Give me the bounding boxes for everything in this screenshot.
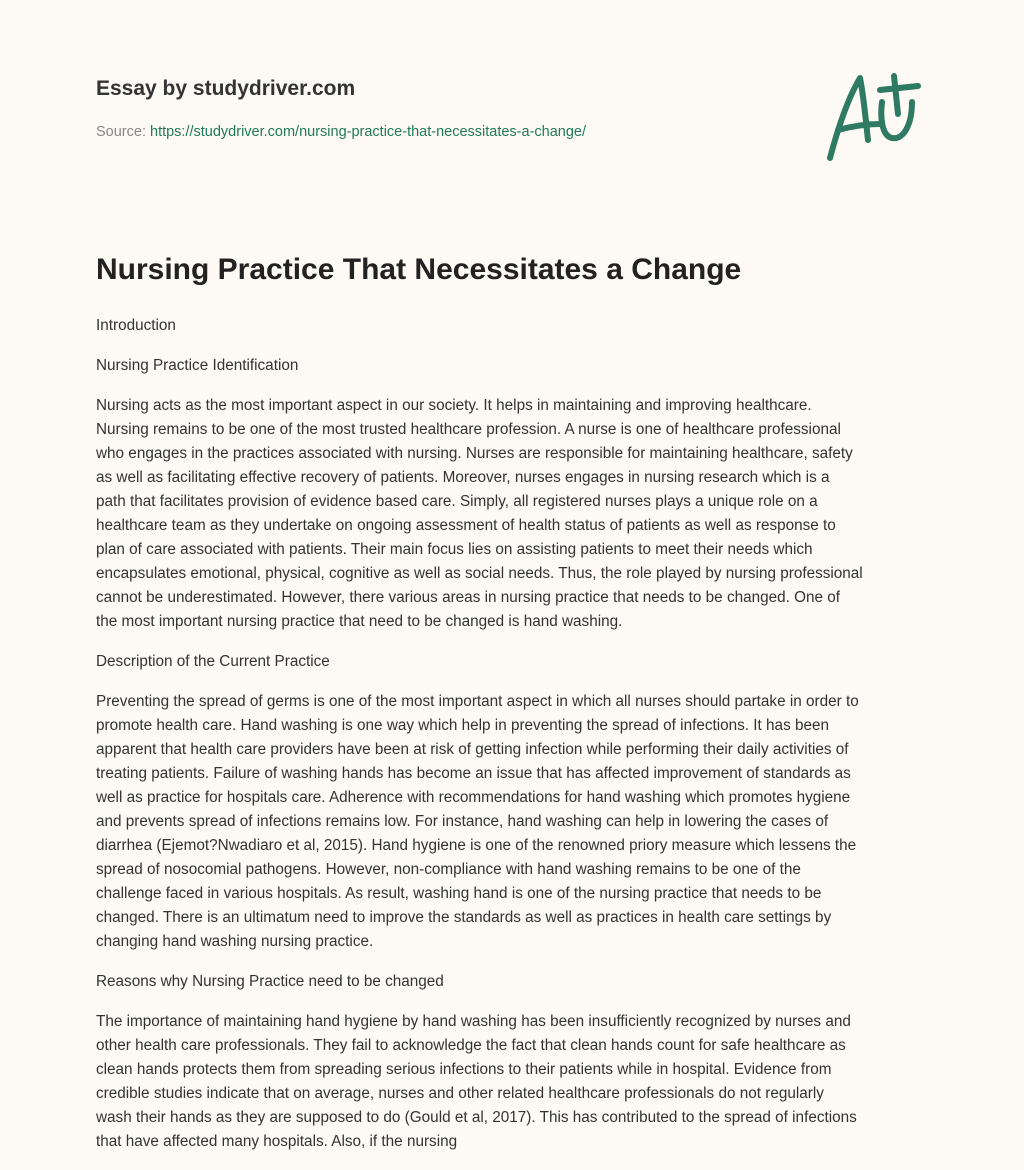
text-line: credible studies indicate that on average, nurses and other related healthcare professionals do not regularly <box>96 1085 824 1102</box>
text-line: Description of the Current Practice <box>96 653 330 670</box>
section-heading <box>96 314 946 338</box>
text-line: changing hand washing nursing practice. <box>96 933 374 950</box>
source-label: Source: <box>96 124 150 140</box>
text-line: who engages in the practices associated with nursing. Nurses are responsible for maintaining healthcare, safety <box>96 445 853 462</box>
section-heading <box>96 970 946 994</box>
text-line: treating patients. Failure of washing hands has become an issue that has affected improvement of standards as <box>96 765 851 782</box>
text-line: clean hands protects them from spreading serious infections to their patients while in hospital. Evidence from <box>96 1061 832 1078</box>
text-line: apparent that health care providers have been at risk of getting infection while performing their daily activities of <box>96 741 849 758</box>
text-line: Introduction <box>96 317 176 334</box>
source-link[interactable]: https://studydriver.com/nursing-practice-that-necessitates-a-change/ <box>150 124 587 140</box>
text-line: well as practice for hospitals care. Adherence with recommendations for hand washing which promotes hygiene <box>96 789 851 806</box>
source-line <box>96 124 586 140</box>
paragraph <box>96 1010 946 1154</box>
text-line: diarrhea (Ejemot?Nwadiaro et al, 2015). Hand hygiene is one of the renowned priory measure which lessens the <box>96 837 857 854</box>
text-line: as well as facilitating effective recovery of patients. Moreover, nurses engages in nursing research which is a <box>96 469 830 486</box>
text-line: cannot be underestimated. However, there various areas in nursing practice that needs to be changed. One of <box>96 589 841 606</box>
text-line: Preventing the spread of germs is one of the most important aspect in which all nurses should partake in order to <box>96 693 859 710</box>
paragraph <box>96 690 946 954</box>
text-line: path that facilitates provision of evidence based care. Simply, all registered nurses plays a unique role on a <box>96 493 818 510</box>
text-line: Reasons why Nursing Practice need to be changed <box>96 973 444 990</box>
paragraph <box>96 394 946 634</box>
text-line: the most important nursing practice that need to be changed is hand washing. <box>96 613 623 630</box>
site-brand: Essay by studydriver.com <box>96 77 356 100</box>
page-title: Nursing Practice That Necessitates a Change <box>96 253 742 286</box>
text-line: Nursing remains to be one of the most trusted healthcare profession. A nurse is one of healthcare professional <box>96 421 841 438</box>
text-line: encapsulates emotional, physical, cognitive as well as social needs. Thus, the role played by nursing professional <box>96 565 863 582</box>
section-heading <box>96 354 946 378</box>
a-plus-logo-icon <box>818 68 930 168</box>
section-heading <box>96 650 946 674</box>
text-line: changed. There is an ultimatum need to improve the standards as well as practices in health care settings by <box>96 909 832 926</box>
text-line: promote health care. Hand washing is one way which help in preventing the spread of infections. It has been <box>96 717 829 734</box>
essay-body <box>96 314 946 1170</box>
text-line: plan of care associated with patients. Their main focus lies on assisting patients to meet their needs which <box>96 541 813 558</box>
text-line: Nursing acts as the most important aspect in our society. It helps in maintaining and improving healthcare. <box>96 397 812 414</box>
text-line: and prevents spread of infections remains low. For instance, hand washing can help in lowering the cases of <box>96 813 829 830</box>
text-line: that have affected many hospitals. Also, if the nursing <box>96 1133 458 1150</box>
text-line: healthcare team as they undertake on ongoing assessment of health status of patients as well as response to <box>96 517 836 534</box>
text-line: The importance of maintaining hand hygiene by hand washing has been insufficiently recognized by nurses and <box>96 1013 851 1030</box>
text-line: other health care professionals. They fail to acknowledge the fact that clean hands count for safe healthcare as <box>96 1037 846 1054</box>
text-line: wash their hands as they are supposed to do (Gould et al, 2017). This has contributed to the spread of infections <box>96 1109 857 1126</box>
text-line: spread of nosocomial pathogens. However, non-compliance with hand washing remains to be one of the <box>96 861 801 878</box>
text-line: Nursing Practice Identification <box>96 357 299 374</box>
text-line: challenge faced in various hospitals. As result, washing hand is one of the nursing practice that needs to be <box>96 885 822 902</box>
